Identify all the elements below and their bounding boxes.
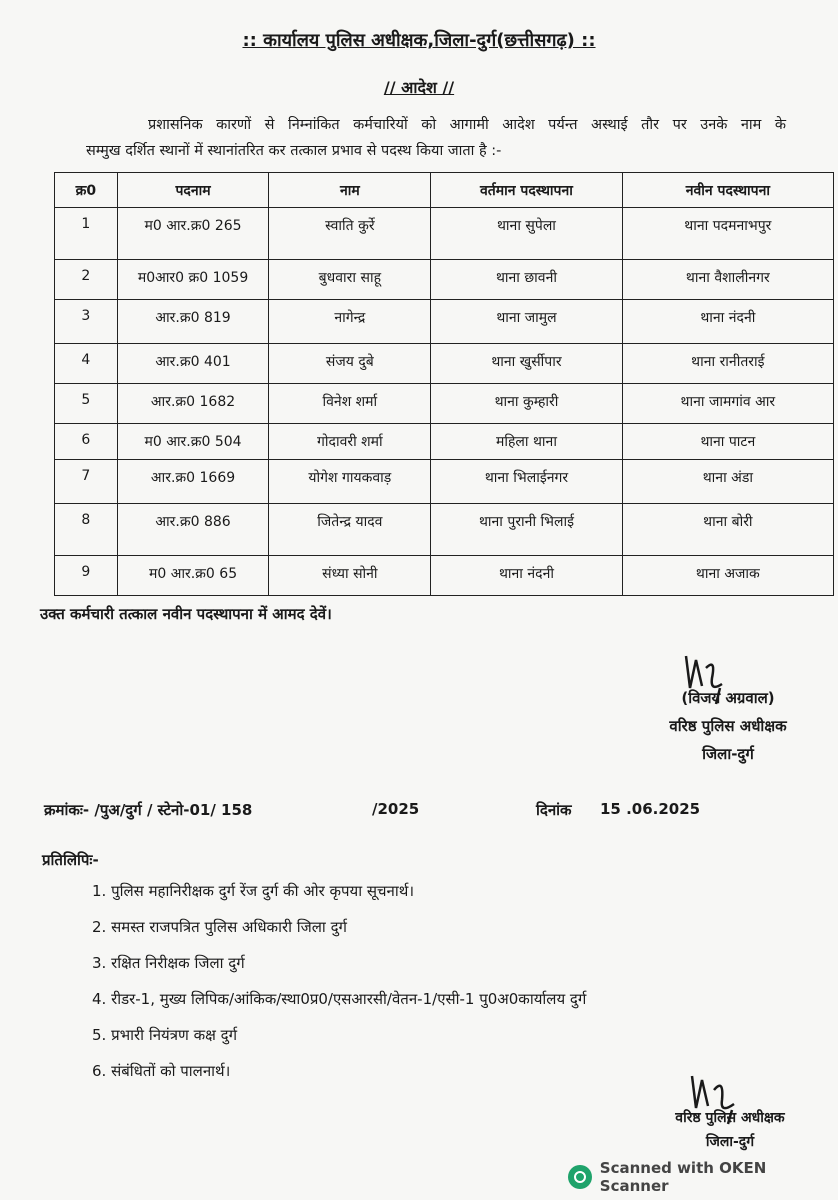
scanner-watermark (568, 1159, 838, 1195)
cell-current-posting: थाना कुम्हारी (431, 384, 622, 424)
table-row (55, 504, 834, 556)
table-row (55, 208, 834, 260)
cell-rank: म0 आर.क्र0 65 (117, 556, 269, 596)
copy-recipient: 4. रीडर-1, मुख्य लिपिक/आंकिक/स्था0प्र0/एसआरसी/वेतन-1/एसी-1 पु0अ0कार्यालय दुर्ग (92, 990, 587, 1008)
scanner-logo-icon (568, 1165, 592, 1189)
table-row (55, 300, 834, 344)
cell-name: बुधवारा साहू (269, 260, 431, 300)
cell-rank: आर.क्र0 1682 (117, 384, 269, 424)
order-date: 15 .06.2025 (600, 800, 701, 818)
header-serial: क्र0 (55, 173, 118, 208)
cell-serial: 9 (55, 556, 118, 596)
table-row (55, 556, 834, 596)
header-new-posting: नवीन पदस्थापना (622, 173, 833, 208)
cell-name: विनेश शर्मा (269, 384, 431, 424)
closing-instruction: उक्त कर्मचारी तत्काल नवीन पदस्थापना में आमद देवें। (40, 605, 332, 623)
cell-rank: आर.क्र0 1669 (117, 460, 269, 504)
signatory-district: जिला-दुर्ग (702, 745, 754, 763)
signatory-designation: वरिष्ठ पुलिस अधीक्षक (669, 717, 787, 735)
signatory-block-1 (628, 684, 828, 768)
cell-rank: आर.क्र0 819 (117, 300, 269, 344)
copy-recipient: 3. रक्षित निरीक्षक जिला दुर्ग (92, 954, 245, 972)
cell-current-posting: थाना खुर्सीपार (431, 344, 622, 384)
cell-serial: 8 (55, 504, 118, 556)
header-current-posting: वर्तमान पदस्थापना (431, 173, 622, 208)
office-title: :: कार्यालय पुलिस अधीक्षक,जिला-दुर्ग(छत्तीसगढ़) :: (242, 30, 596, 51)
cell-current-posting: थाना भिलाईनगर (431, 460, 622, 504)
cell-serial: 7 (55, 460, 118, 504)
cell-name: नागेन्द्र (269, 300, 431, 344)
cell-new-posting: थाना अजाक (622, 556, 833, 596)
cell-rank: म0 आर.क्र0 504 (117, 424, 269, 460)
table-row (55, 424, 834, 460)
cell-serial: 5 (55, 384, 118, 424)
scanner-watermark-text: Scanned with OKEN Scanner (599, 1159, 767, 1195)
cell-current-posting: महिला थाना (431, 424, 622, 460)
cell-current-posting: थाना जामुल (431, 300, 622, 344)
cell-serial: 1 (55, 208, 118, 260)
table-row (55, 260, 834, 300)
cell-new-posting: थाना वैशालीनगर (622, 260, 833, 300)
table-row (55, 384, 834, 424)
header-rank: पदनाम (117, 173, 269, 208)
cell-rank: आर.क्र0 401 (117, 344, 269, 384)
cell-new-posting: थाना नंदनी (622, 300, 833, 344)
cell-current-posting: थाना सुपेला (431, 208, 622, 260)
cell-name: गोदावरी शर्मा (269, 424, 431, 460)
date-label: दिनांक (536, 801, 572, 819)
cell-serial: 2 (55, 260, 118, 300)
cell-name: योगेश गायकवाड़ (269, 460, 431, 504)
copy-recipient: 1. पुलिस महानिरीक्षक दुर्ग रेंज दुर्ग की ओर कृपया सूचनार्थ। (92, 882, 415, 900)
signatory-2-designation: वरिष्ठ पुलिस अधीक्षक (675, 1110, 785, 1126)
cell-current-posting: थाना छावनी (431, 260, 622, 300)
cell-serial: 3 (55, 300, 118, 344)
table-row (55, 344, 834, 384)
cell-name: जितेन्द्र यादव (269, 504, 431, 556)
cell-rank: म0आर0 क्र0 1059 (117, 260, 269, 300)
copies-list (92, 876, 792, 1092)
cell-new-posting: थाना बोरी (622, 504, 833, 556)
table-body (55, 208, 834, 596)
reference-year: /2025 (372, 800, 420, 818)
cell-serial: 6 (55, 424, 118, 460)
cell-current-posting: थाना नंदनी (431, 556, 622, 596)
intro-paragraph (86, 112, 786, 164)
signatory-block-2 (640, 1106, 820, 1154)
copies-heading: प्रतिलिपिः- (42, 851, 99, 869)
cell-new-posting: थाना पाटन (622, 424, 833, 460)
signatory-name: (विजय अग्रवाल) (681, 689, 775, 707)
cell-name: संध्या सोनी (269, 556, 431, 596)
intro-line-1: प्रशासनिक कारणों से निम्नांकित कर्मचारियों को आगामी आदेश पर्यन्त अस्थाई तौर पर उनके नाम के (148, 117, 786, 133)
signatory-2-district: जिला-दुर्ग (705, 1134, 755, 1150)
cell-serial: 4 (55, 344, 118, 384)
cell-new-posting: थाना जामगांव आर (622, 384, 833, 424)
copy-recipient: 6. संबंधितों को पालनार्थ। (92, 1062, 231, 1080)
copy-recipient: 2. समस्त राजपत्रित पुलिस अधिकारी जिला दुर्ग (92, 918, 347, 936)
cell-new-posting: थाना पदमनाभपुर (622, 208, 833, 260)
reference-number: क्रमांकः- /पुअ/दुर्ग / स्टेनो-01/ 158 (44, 801, 253, 819)
copy-recipient: 5. प्रभारी नियंत्रण कक्ष दुर्ग (92, 1026, 238, 1044)
cell-rank: म0 आर.क्र0 265 (117, 208, 269, 260)
table-header-row (55, 173, 834, 208)
order-title: // आदेश // (383, 78, 455, 97)
cell-name: स्वाति कुर्रे (269, 208, 431, 260)
intro-line-2: सम्मुख दर्शित स्थानों में स्थानांतरित कर तत्काल प्रभाव से पदस्थ किया जाता है :- (86, 143, 502, 159)
cell-rank: आर.क्र0 886 (117, 504, 269, 556)
cell-name: संजय दुबे (269, 344, 431, 384)
table-row (55, 460, 834, 504)
cell-new-posting: थाना अंडा (622, 460, 833, 504)
cell-new-posting: थाना रानीतराई (622, 344, 833, 384)
header-name: नाम (269, 173, 431, 208)
transfer-table (54, 172, 834, 596)
cell-current-posting: थाना पुरानी भिलाई (431, 504, 622, 556)
